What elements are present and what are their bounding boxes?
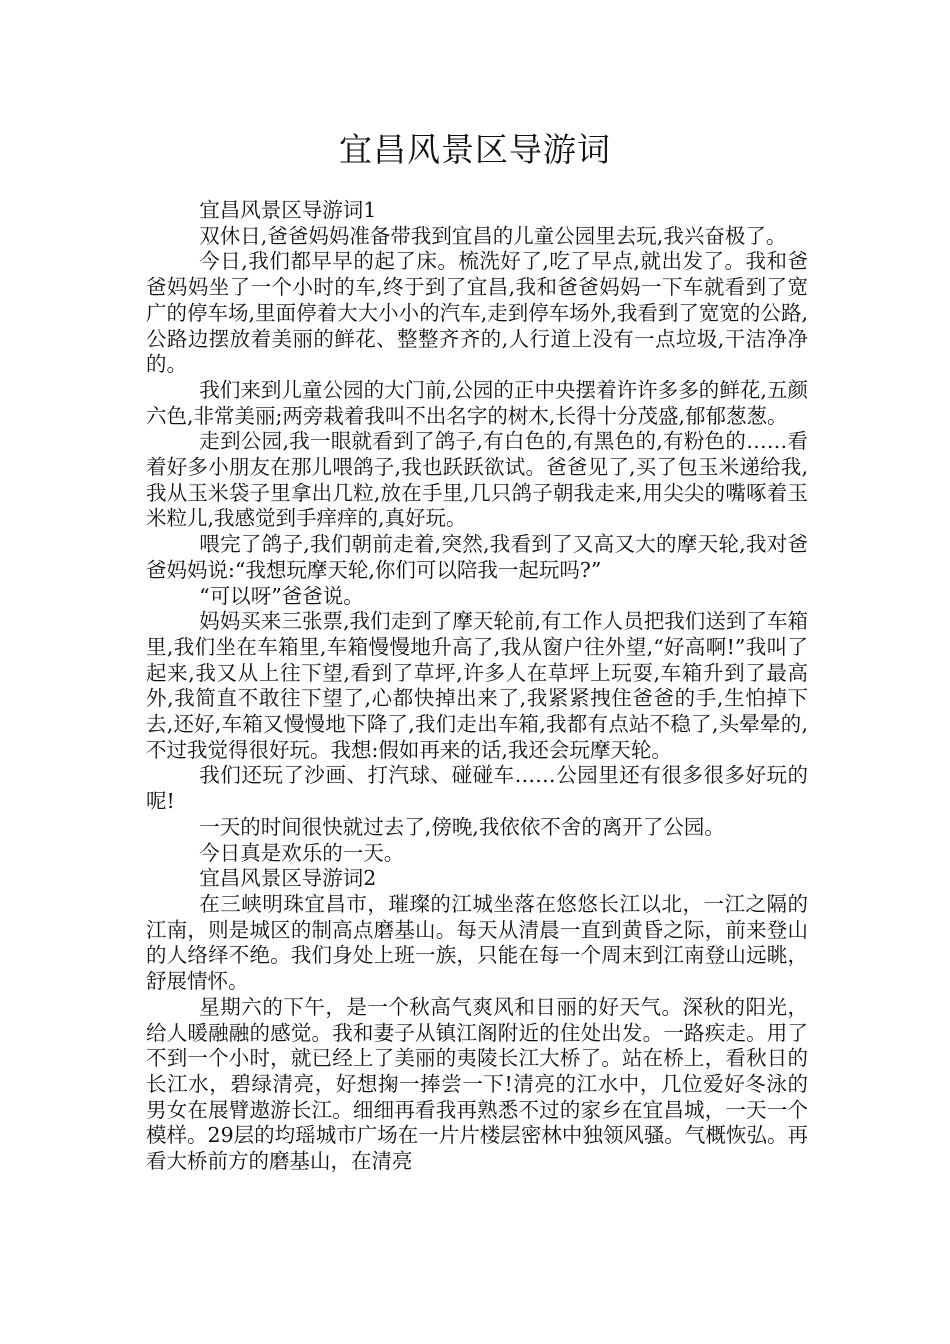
paragraph: 我们来到儿童公园的大门前,公园的正中央摆着许许多多的鲜花,五颜六色,非常美丽;两旁栽着我叫不出名字的树木,长得十分茂盛,郁郁葱葱。 bbox=[146, 377, 808, 428]
paragraph: 妈妈买来三张票,我们走到了摩天轮前,有工作人员把我们送到了车箱里,我们坐在车箱里,车箱慢慢地升高了,我从窗户往外望,“好高啊!”我叫了起来,我又从上往下望,看到了草坪,许多人在草坪上玩耍,车箱升到了最高外,我简直不敢往下望了,心都快掉出来了,我紧紧拽住爸爸的手,生怕掉下去,还好,车箱又慢慢地下降了,我们走出车箱,我都有点站不稳了,头晕晕的,不过我觉得很好玩。我想:假如再来的话,我还会玩摩天轮。 bbox=[146, 609, 808, 762]
section-heading-1: 宜昌风景区导游词1 bbox=[199, 198, 377, 222]
paragraph: 双休日,爸爸妈妈准备带我到宜昌的儿童公园里去玩,我兴奋极了。 bbox=[199, 223, 787, 248]
section-heading-2: 宜昌风景区导游词2 bbox=[199, 866, 377, 891]
paragraph: 在三峡明珠宜昌市，璀璨的江城坐落在悠悠长江以北，一江之隔的江南，则是城区的制高点磨基山。每天从清晨一直到黄昏之际，前来登山的人络绎不绝。我们身处上班一族，只能在每一个周末到江南登山远眺，舒展情怀。 bbox=[146, 891, 808, 994]
paragraph: 我们还玩了沙画、打汽球、碰碰车……公园里还有很多很多好玩的呢! bbox=[146, 763, 808, 814]
document-body bbox=[146, 198, 808, 1175]
paragraph: 今日真是欢乐的一天。 bbox=[199, 840, 405, 865]
paragraph: 走到公园,我一眼就看到了鸽子,有白色的,有黑色的,有粉色的……看着好多小朋友在那儿喂鸽子,我也跃跃欲试。爸爸见了,买了包玉米递给我,我从玉米袋子里拿出几粒,放在手里,几只鸽子朝我走来,用尖尖的嘴啄着玉米粒儿,我感觉到手痒痒的,真好玩。 bbox=[146, 429, 808, 531]
paragraph: 今日,我们都早早的起了床。梳洗好了,吃了早点,就出发了。我和爸爸妈妈坐了一个小时的车,终于到了宜昌,我和爸爸妈妈一下车就看到了宽广的停车场,里面停着大大小小的汽车,走到停车场外,我看到了宽宽的公路,公路边摆放着美丽的鲜花、整整齐齐的,人行道上没有一点垃圾,干洁净净的。 bbox=[146, 249, 808, 377]
document-title: 宜昌风景区导游词 bbox=[339, 130, 611, 169]
paragraph: 星期六的下午，是一个秋高气爽风和日丽的好天气。深秋的阳光，给人暖融融的感觉。我和妻子从镇江阁附近的住处出发。一路疾走。用了不到一个小时，就已经上了美丽的夷陵长江大桥了。站在桥上，看秋日的长江水，碧绿清亮，好想掬一捧尝一下!清亮的江水中，几位爱好冬泳的男女在展臂遨游长江。细细再看我再熟悉不过的家乡在宜昌城，一天一个模样。29层的均瑶城市广场在一片片楼层密林中独领风骚。气概恢弘。再看大桥前方的磨基山，在清亮 bbox=[146, 994, 808, 1174]
paragraph: 喂完了鸽子,我们朝前走着,突然,我看到了又高又大的摩天轮,我对爸爸妈妈说:“我想玩摩天轮,你们可以陪我一起玩吗?” bbox=[146, 532, 808, 582]
paragraph: 一天的时间很快就过去了,傍晚,我依依不舍的离开了公园。 bbox=[199, 814, 725, 839]
paragraph: “可以呀”爸爸说。 bbox=[199, 583, 364, 608]
